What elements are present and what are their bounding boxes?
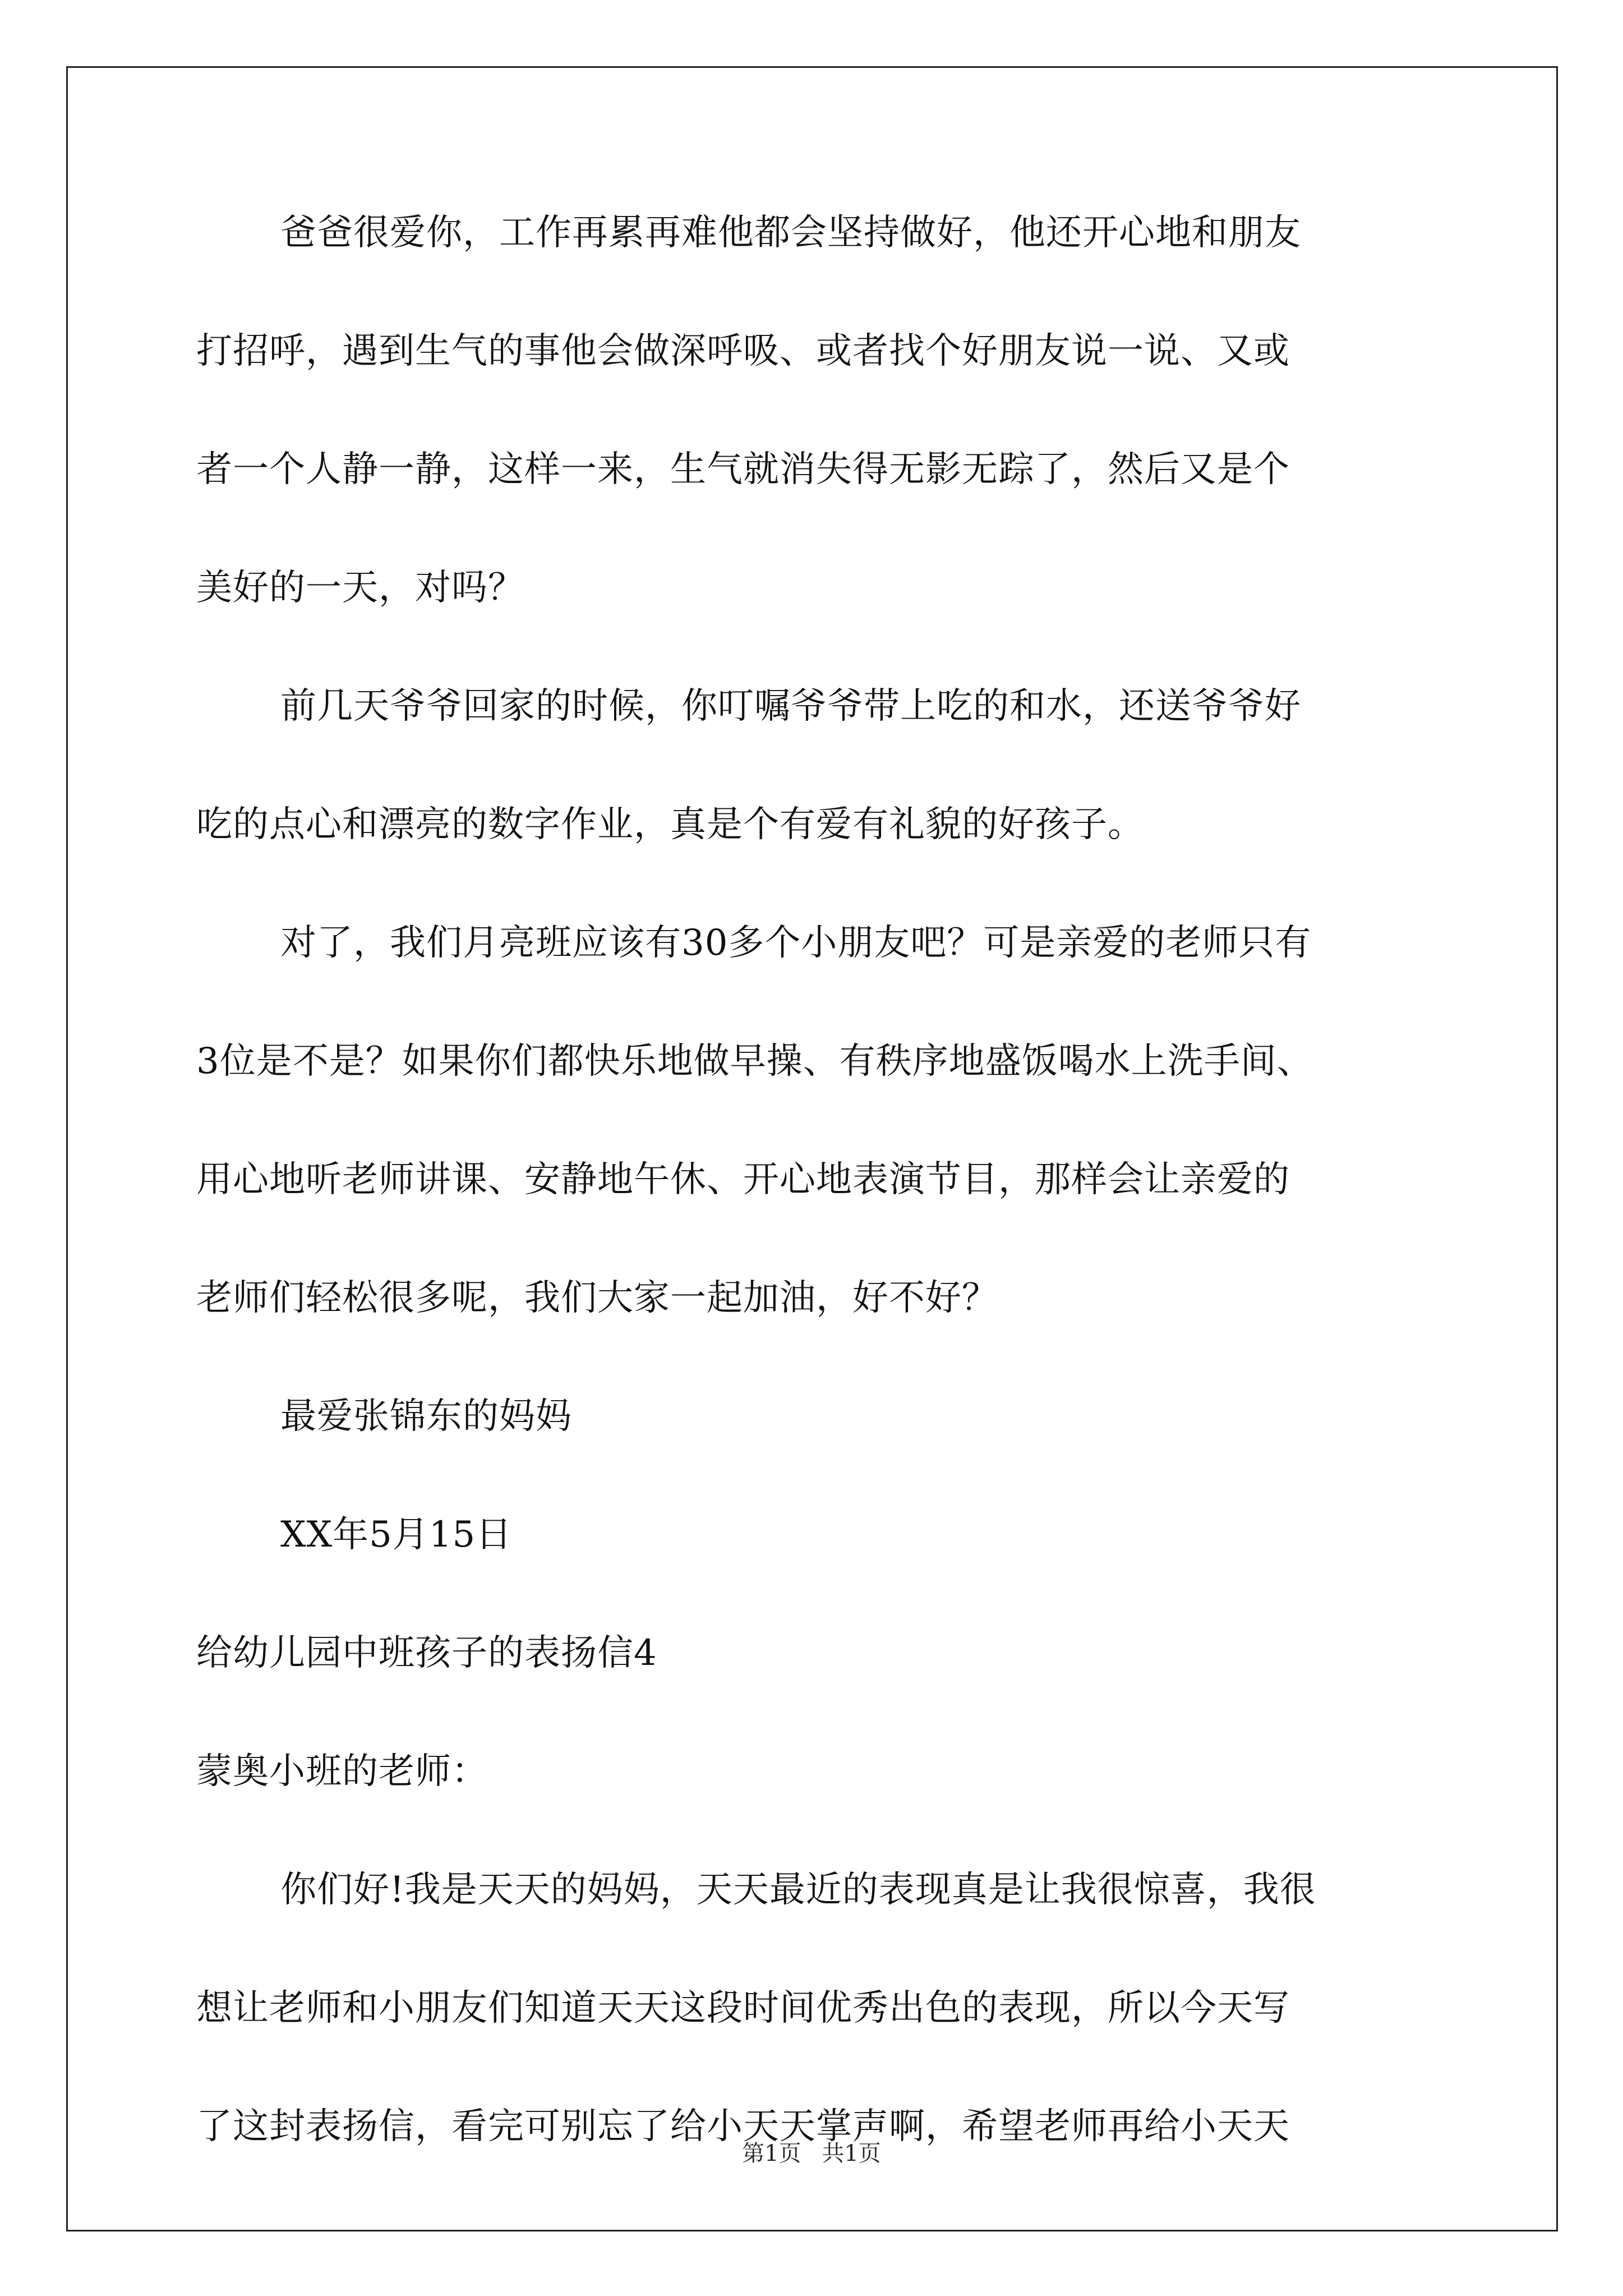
- paragraph-line: 老师们轻松很多呢，我们大家一起加油，好不好？: [196, 1277, 998, 1319]
- document-body: [196, 208, 1430, 2220]
- page-footer: [0, 2139, 1623, 2168]
- page-number: 第1页: [742, 2141, 801, 2166]
- paragraph-line: 打招呼，遇到生气的事他会做深呼吸、或者找个好朋友说一说、又或: [196, 330, 1290, 372]
- paragraph-line: 吃的点心和漂亮的数字作业，真是个有爱有礼貌的好孩子。: [196, 804, 1144, 845]
- date: XX年5月15日: [280, 1514, 513, 1556]
- paragraph-line: 想让老师和小朋友们知道天天这段时间优秀出色的表现，所以今天写: [196, 1987, 1290, 2029]
- paragraph-line: 者一个人静一静，这样一来，生气就消失得无影无踪了，然后又是个: [196, 449, 1290, 490]
- paragraph-line: 你们好!我是天天的妈妈，天天最近的表现真是让我很惊喜，我很: [280, 1869, 1316, 1911]
- signature: 最爱张锦东的妈妈: [280, 1396, 572, 1437]
- paragraph-line: 3位是不是？如果你们都快乐地做早操、有秩序地盛饭喝水上洗手间、: [196, 1041, 1313, 1082]
- paragraph-line: 了这封表扬信，看完可别忘了给小天天掌声啊，希望老师再给小天天: [196, 2106, 1290, 2147]
- salutation: 蒙奥小班的老师：: [196, 1751, 488, 1792]
- paragraph-line: 爸爸很爱你，工作再累再难他都会坚持做好，他还开心地和朋友: [280, 212, 1301, 254]
- paragraph-line: 美好的一天，对吗？: [196, 567, 524, 609]
- paragraph-line: 对了，我们月亮班应该有30多个小朋友吧？可是亲爱的老师只有: [280, 922, 1312, 964]
- page-total: 共1页: [822, 2141, 881, 2166]
- paragraph-line: 前几天爷爷回家的时候，你叮嘱爷爷带上吃的和水，还送爷爷好: [280, 685, 1301, 727]
- section-title: 给幼儿园中班孩子的表扬信4: [196, 1632, 657, 1674]
- paragraph-line: 用心地听老师讲课、安静地午休、开心地表演节目，那样会让亲爱的: [196, 1159, 1290, 1200]
